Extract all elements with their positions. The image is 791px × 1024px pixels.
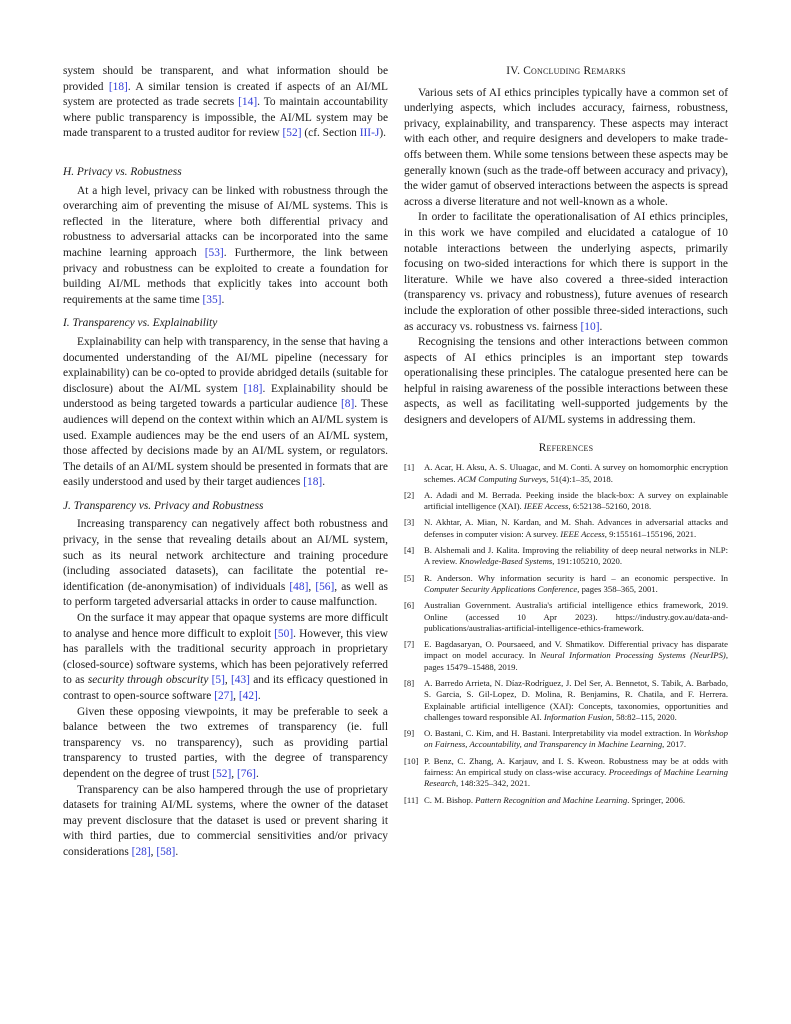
reference-entry [404,462,728,485]
reference-entry [404,545,728,568]
reference-number: [10] [404,755,419,766]
reference-entry [404,490,728,513]
reference-venue: Computer Security Applications Conference [424,583,578,594]
reference-venue: Knowledge-Based Systems [459,556,553,567]
citation-link[interactable]: [76] [236,767,256,780]
citation-link[interactable]: [53] [204,246,224,259]
citation-link[interactable]: [27] [214,690,234,702]
citation-link[interactable]: [52] [282,127,302,140]
citation-link[interactable]: [14] [238,96,258,109]
reference-number: [11] [404,794,419,805]
reference-venue: Proceedings of Machine Learning Research [424,767,728,789]
subsection-title: J. Transparency vs. Privacy and Robustness [63,499,264,512]
reference-venue: ACM Computing Surveys [457,473,547,484]
citation-link[interactable]: [48] [289,580,309,593]
reference-number: [2] [404,489,415,500]
reference-text: Australian Government. Australia's artificial intelligence ethics framework, 2019. Online (accessed 10 Apr 2023). https://industry.gov.au/data-and-publications/australias-artificial-intelligence-ethics-framework. [424,600,728,633]
reference-details: , 191:105210, 2020. [552,556,623,567]
reference-text: C. M. Bishop. [424,794,476,805]
citation-link[interactable]: [42] [238,690,258,702]
paragraph: On the surface it may appear that opaque systems are more difficult to analyse and hence more difficult to exploit [50]. However, this view has parallels with the traditional security approach in proprietary (closed-source) software systems, which has been pejoratively referred to as security through obscurity [5], [43] and its efficacy questioned in contrast to open-source software [27], [42]. [63,612,388,702]
reference-details: , 6:52138–52160, 2018. [568,501,652,512]
citation-link[interactable]: [28] [131,845,151,858]
citation-link[interactable]: [43] [230,674,250,687]
right-column [404,64,728,811]
reference-details: , 9:155161–155196, 2021. [604,528,697,539]
reference-number: [4] [404,545,415,556]
reference-text: N. Akhtar, A. Mian, N. Kardan, and M. Shah. Advances in adversarial attacks and defenses in computer vision: A survey. [424,517,728,539]
reference-venue: IEEE Access [560,528,605,539]
section-title: IV. Concluding Remarks [506,65,626,77]
paragraph: Explainability can help with transparency, in the sense that having a documented understanding of the AI/ML pipeline (necessary for explainability) can be co-opted to provide abridged details (suitable for disclosure) about the AI/ML system [18]. Explainability should be understood as being targeted towards a particular audience [8]. These audiences will depend on the context within which an AI/ML system is used. Example audiences may be the end users of an AI/ML system, those affected by decisions made by an AI/ML system, or regulators. The details of an AI/ML system should be presented in formats that are easily understood and used by their target audiences [18]. [63,335,388,489]
reference-details: , pages 358–365, 2001. [577,583,658,594]
paragraph: Given these opposing viewpoints, it may be preferable to seek a balance between the two extremes of transparency (ie. full transparency vs. no transparency), such as providing partial transparency to trusted parties, with the degree of transparency dependent on the degree of trust [52], [76]. [63,705,388,780]
reference-number: [6] [404,600,415,611]
paragraph: Various sets of AI ethics principles typically have a common set of underlying aspects, which includes accuracy, fairness, robustness, privacy, explainability, and transparency. These aspects may interact with each other, and require designers and developers to make trade-offs between them. While some tensions between these aspects may be generally known (such as the trade-off between accuracy and privacy), the wider gamut of observed interactions between the aspects is spread across a diverse literature and not well-known as a whole. [404,86,728,208]
reference-number: [1] [404,462,415,473]
reference-number: [8] [404,678,415,688]
subsection-title: H. Privacy vs. Robustness [63,166,182,178]
citation-link[interactable]: [18] [243,382,263,395]
subsection-title: I. Transparency vs. Explainability [63,317,218,330]
paragraph: At a high level, privacy can be linked with robustness through the overarching aim of preventing the misuse of AI/ML systems. This is reflected in the literature, where both differential privacy and robustness to adversarial attacks can be incorporated into the same machine learning approach [53]. Furthermore, the link between privacy and robustness can be exploited to create a foundation for building AI/ML methods that explicitly takes into account both requirements at the same time [35]. [63,184,389,306]
reference-text: B. Alshemali and J. Kalita. Improving the reliability of deep neural networks in NLP: A review. [424,545,728,567]
paragraph: In order to facilitate the operationalisation of AI ethics principles, in this work we have compiled and elucidated a catalogue of 10 notable interactions between the underlying aspects, primarily focusing on two-sided interactions for which there is support in the literature. While we have also covered a three-sided interaction (transparency vs. privacy and robustness), future avenues of research include the exploration of other possible three-sided interactions, such as accuracy vs. robustness vs. fairness [10]. [404,211,728,333]
citation-link[interactable]: [56] [315,580,335,593]
reference-venue: Workshop on Fairness, Accountability, and Transparency in Machine Learning [424,728,728,750]
reference-list [404,462,728,806]
reference-entry [404,678,728,723]
references-title: References [538,441,594,454]
reference-entry [404,573,728,596]
citation-link[interactable]: [8] [341,398,355,411]
reference-text: P. Benz, C. Zhang, A. Karjauv, and I. S. Kweon. Robustness may be at odds with fairness: An empirical study on class-wise accuracy. [424,755,728,778]
reference-details: , 58:82–115, 2020. [611,711,677,722]
paragraph: Transparency can be also hampered through the use of proprietary datasets for training AI/ML systems, where the owner of the dataset may prevent disclosure that the dataset is used or prevent sharing it with third parties, due to commercial sensitivities and/or privacy considerations [28], [58]. [63,783,388,858]
reference-text: E. Bagdasaryan, O. Poursaeed, and V. Shmatikov. Differential privacy has disparate impact on model accuracy. In [424,639,728,661]
reference-text: R. Anderson. Why information security is hard – an economic perspective. In [424,572,728,583]
reference-entry [404,600,728,634]
section-link[interactable]: III-J [359,127,380,140]
reference-venue: IEEE Access [523,501,569,512]
reference-number: [3] [404,517,415,528]
reference-venue: Neural Information Processing Systems (NeurIPS) [540,650,726,661]
reference-details: , pages 15479–15488, 2019. [424,650,728,672]
reference-text: A. Barredo Arrieta, N. Díaz-Rodríguez, J. Del Ser, A. Bennetot, S. Tabik, A. Barbado, S. Garcia, S. Gil-Lopez, D. Molina, R. Benjamins, R. Chatila, and F. Herrera. Explainable artificial intelligence (XAI): Concepts, taxonomies, opportunities and challenges toward responsible AI. [424,678,728,722]
citation-link[interactable]: [5] [211,674,225,687]
reference-details: , 148:325–342, 2021. [456,778,531,789]
reference-number: [7] [404,639,415,650]
reference-text: O. Bastani, C. Kim, and H. Bastani. Interpretability via model extraction. In [424,728,694,739]
paragraph: Increasing transparency can negatively affect both robustness and privacy, in the sense that revealing details about an AI/ML system, such as its neural network architecture and training procedure (including associated datasets), can facilitate the potential re-identification (de-anonymisation) of individuals [48], [56], as well as to perform targeted adversarial attacks in order to cause malfunction. [63,518,388,609]
citation-link[interactable]: [50] [274,627,294,640]
left-column [63,64,388,861]
reference-entry [404,756,728,790]
reference-details: , 2017. [662,739,687,750]
citation-link[interactable]: [58] [156,845,176,858]
reference-number: [5] [404,572,415,583]
citation-link[interactable]: [35] [202,293,222,306]
reference-venue: Pattern Recognition and Machine Learning [475,794,628,805]
paragraph: system should be transparent, and what information should be provided [18]. A similar tension is created if aspects of an AI/ML system are protected as trade secrets [14]. To maintain accountability where public transparency is impossible, the AI/ML system may be made transparent to a trusted auditor for review [52] (cf. Section III-J). [63,65,388,140]
reference-entry [404,795,728,806]
reference-text: A. Acar, H. Aksu, A. S. Uluagac, and M. Conti. A survey on homomorphic encryption schemes. [424,462,728,484]
reference-entry [404,517,728,540]
reference-details: . Springer, 2006. [627,794,685,805]
reference-entry [404,728,728,751]
citation-link[interactable]: [18] [303,476,323,489]
citation-link[interactable]: [10] [580,320,600,333]
reference-number: [9] [404,728,415,739]
citation-link[interactable]: [18] [108,80,128,93]
reference-venue: Information Fusion [543,711,612,722]
citation-link[interactable]: [52] [212,767,232,780]
reference-entry [404,639,728,673]
paragraph: Recognising the tensions and other interactions between common aspects of AI ethics principles is an important step towards operationalising these principles. The catalogue presented here can be helpful in raising awareness of the possible interactions between these aspects, as well as facilitating well-supported judgements by the designers and developers of AI/ML systems in addressing them. [404,336,728,427]
reference-text: A. Adadi and M. Berrada. Peeking inside the black-box: A survey on explainable artificial intelligence (XAI). [424,489,728,512]
reference-details: , 51(4):1–35, 2018. [546,473,613,484]
